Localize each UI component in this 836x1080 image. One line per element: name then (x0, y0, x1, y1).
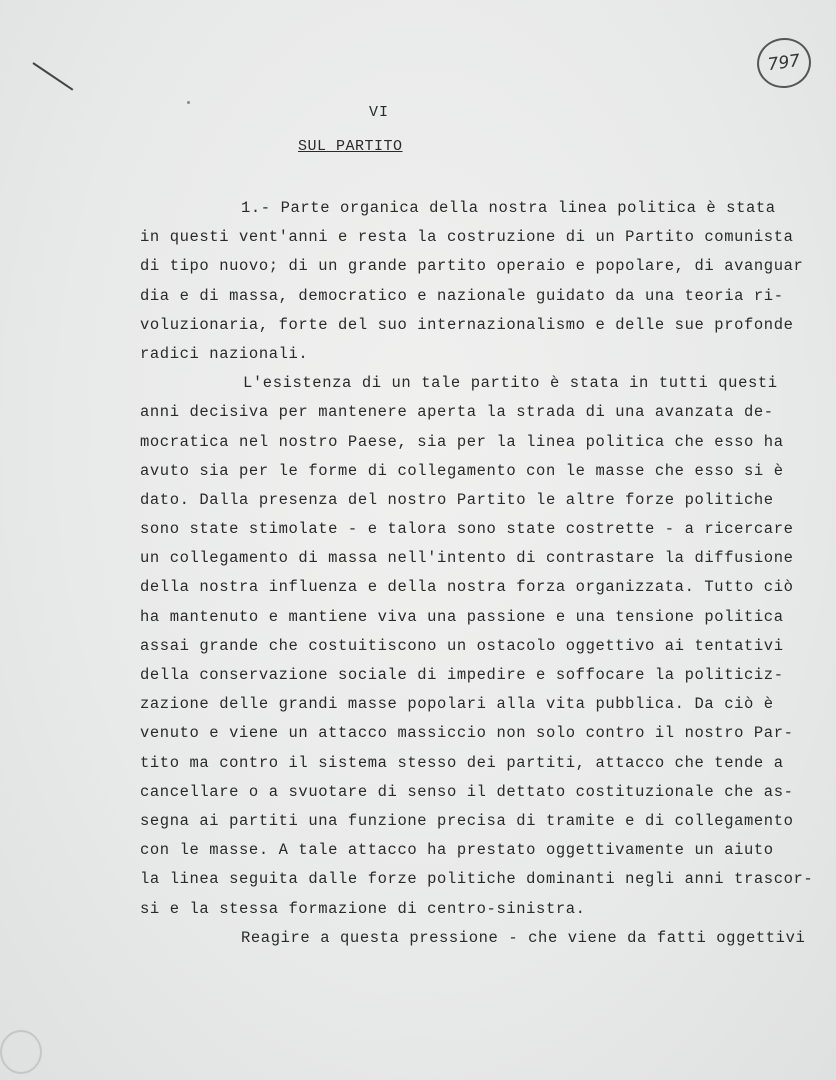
text-line: tito ma contro il sistema stesso dei partiti, attacco che tende a (140, 753, 784, 772)
text-line: mocratica nel nostro Paese, sia per la linea politica che esso ha (140, 432, 784, 451)
text-line: venuto e viene un attacco massiccio non solo contro il nostro Par- (140, 724, 794, 743)
page-number-stamp: 797 (754, 34, 814, 91)
text-line: assai grande che costuitiscono un ostacolo oggettivo ai tentativi (140, 636, 784, 655)
text-line: della conservazione sociale di impedire e soffocare la politiciz- (140, 666, 784, 684)
text-line: con le masse. A tale attacco ha prestato oggettivamente un aiuto (140, 841, 774, 860)
text-line: di tipo nuovo; di un grande partito operaio e popolare, di avanguar (140, 257, 804, 276)
section-heading: SUL PARTITO (298, 138, 403, 155)
edge-watermark (0, 1030, 42, 1074)
text-line: L'esistenza di un tale partito è stata in tutti questi (243, 374, 778, 393)
text-line: 1.- Parte organica della nostra linea politica è stata (241, 199, 776, 217)
text-line: voluzionaria, forte del suo internazionalismo e delle sue profonde (140, 315, 794, 334)
text-line: avuto sia per le forme di collegamento con le masse che esso si è (140, 461, 784, 480)
text-line: ha mantenuto e mantiene viva una passione e una tensione politica (140, 607, 784, 626)
text-line: dato. Dalla presenza del nostro Partito le altre forze politiche (140, 490, 774, 509)
text-line: zazione delle grandi masse popolari alla vita pubblica. Da ciò è (140, 695, 774, 714)
text-line: dia e di massa, democratico e nazionale guidato da una teoria ri- (140, 286, 784, 305)
body-text (140, 194, 814, 953)
text-line: un collegamento di massa nell'intento di contrastare la diffusione (140, 549, 794, 568)
text-line: la linea seguita dalle forze politiche dominanti negli anni trascor- (140, 870, 814, 889)
text-line: Reagire a questa pressione - che viene da fatti oggettivi (241, 928, 806, 947)
text-line: radici nazionali. (140, 344, 309, 363)
text-line: anni decisiva per mantenere aperta la strada di una avanzata de- (140, 403, 774, 422)
ink-speck (187, 101, 190, 104)
text-line: segna ai partiti una funzione precisa di tramite e di collegamento (140, 811, 794, 830)
text-line: in questi vent'anni e resta la costruzione di un Partito comunista (140, 228, 794, 247)
chapter-number: VI (369, 104, 390, 121)
text-line: della nostra influenza e della nostra forza organizzata. Tutto ciò (140, 578, 794, 597)
text-line: sono state stimolate - e talora sono state costrette - a ricercare (140, 520, 794, 539)
pen-mark (32, 62, 73, 90)
text-line: cancellare o a svuotare di senso il dettato costituzionale che as- (140, 782, 794, 801)
text-line: si e la stessa formazione di centro-sinistra. (140, 899, 586, 918)
